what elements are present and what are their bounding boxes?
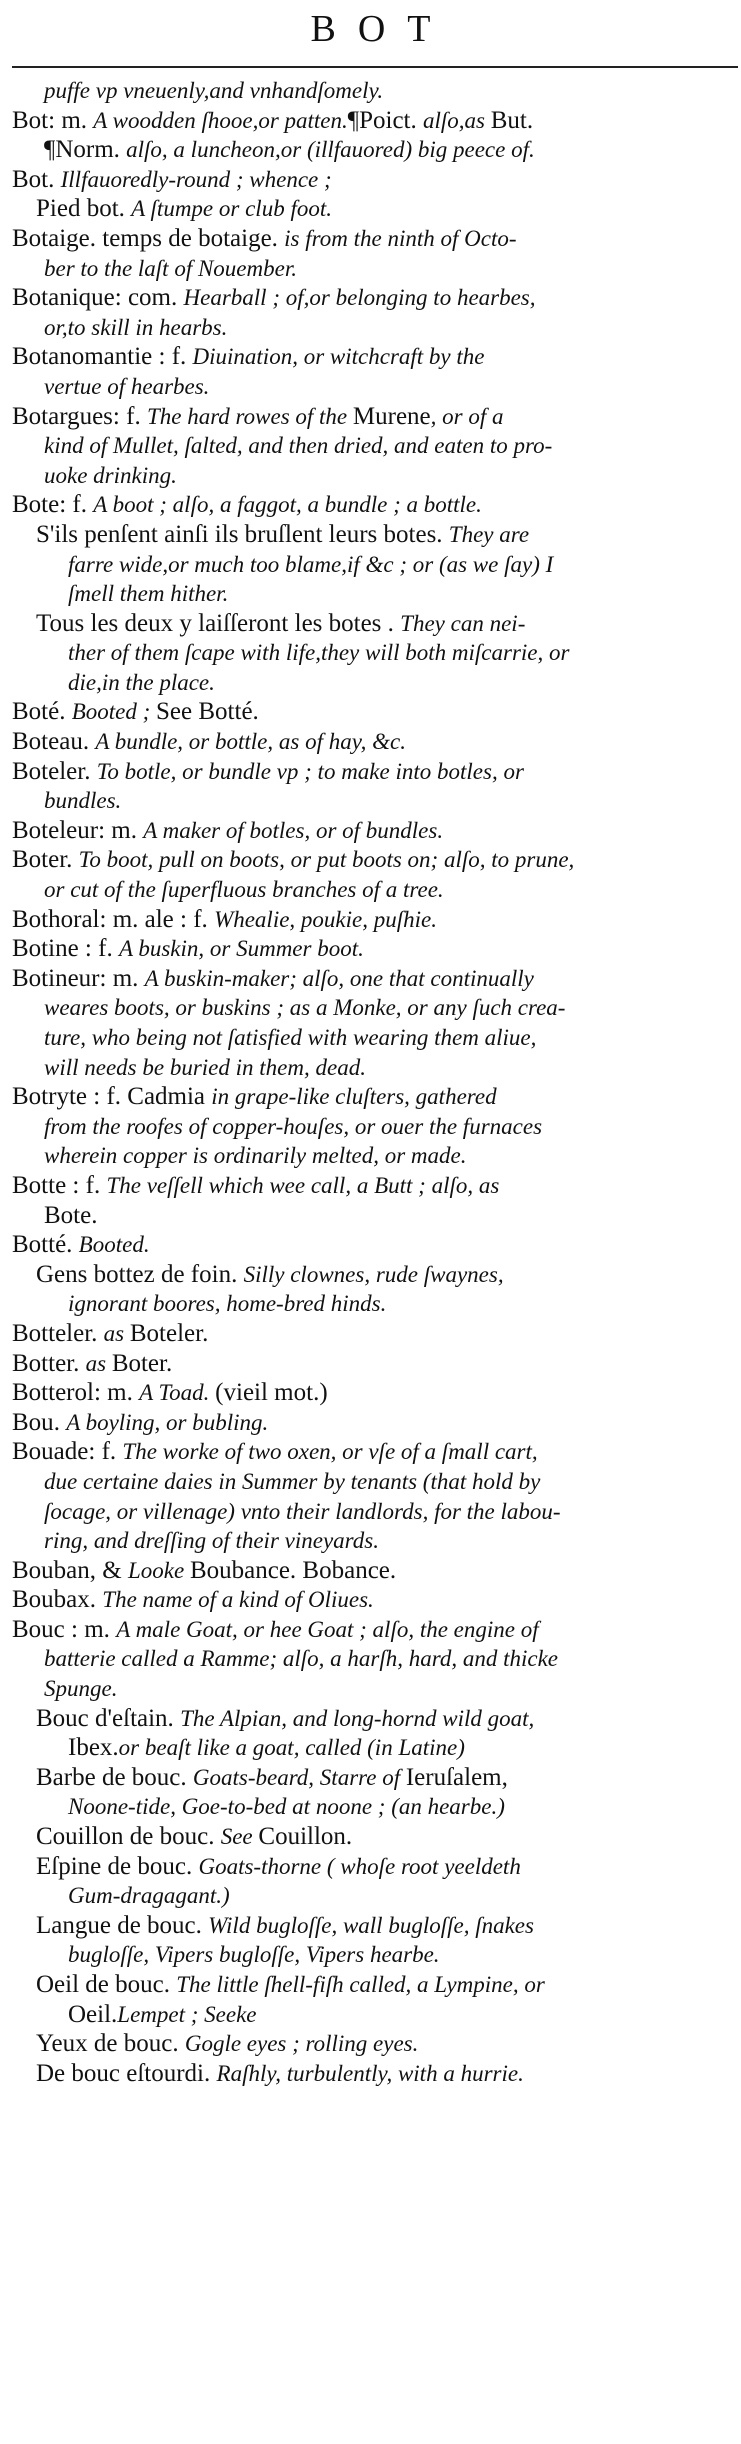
entry-line bbox=[36, 1792, 736, 1822]
headword: Botte bbox=[12, 1171, 67, 1199]
definition-text: as bbox=[103, 1320, 130, 1346]
headword: Botryte bbox=[12, 1083, 87, 1111]
headword: Bouc bbox=[12, 1615, 65, 1643]
entry-line bbox=[12, 1082, 736, 1112]
roman-text: Boubance. bbox=[189, 1556, 303, 1584]
roman-text: Ibex. bbox=[68, 1734, 119, 1762]
header-rule bbox=[12, 66, 738, 68]
definition-text: To botle, or bundle vp ; to make into botles, or bbox=[96, 758, 524, 784]
headword: Botter bbox=[12, 1349, 74, 1377]
entry-line bbox=[12, 1615, 736, 1645]
roman-text: . bbox=[89, 1586, 103, 1614]
entry-line bbox=[12, 1112, 736, 1142]
entry-line bbox=[36, 1911, 736, 1941]
dictionary-entry bbox=[12, 757, 736, 816]
headword: Bouban bbox=[12, 1556, 90, 1584]
entry-line bbox=[12, 1141, 736, 1171]
sub-entry bbox=[12, 609, 736, 698]
entry-line bbox=[12, 1497, 736, 1527]
headword: Boté bbox=[12, 698, 60, 726]
definition-text: See bbox=[220, 1824, 259, 1850]
entry-line bbox=[12, 786, 736, 816]
headword: Bot bbox=[12, 106, 49, 134]
headword: Boteler bbox=[12, 757, 85, 785]
definition-text: due certaine daies in Summer by tenants (that hold by bbox=[44, 1468, 541, 1494]
roman-text: : m. bbox=[48, 106, 94, 134]
dictionary-entry bbox=[12, 1319, 736, 1349]
entry-line bbox=[36, 1881, 736, 1911]
entry-line bbox=[36, 2059, 736, 2089]
entry-line bbox=[36, 550, 736, 580]
headword: Bou bbox=[12, 1408, 54, 1436]
definition-text: ther of them ſcape with life,they will both miſcarrie, or bbox=[68, 640, 570, 666]
entry-line bbox=[36, 609, 736, 639]
headword: Botineur bbox=[12, 964, 100, 992]
definition-text: ture, who being not ſatisfied with wearing them aliue, bbox=[44, 1025, 537, 1050]
dictionary-entry bbox=[12, 816, 736, 846]
entry-line bbox=[12, 934, 736, 964]
roman-text: ¶Norm. bbox=[44, 136, 127, 164]
sub-entry bbox=[12, 1704, 736, 1763]
entry-line bbox=[12, 816, 736, 846]
dictionary-entry bbox=[12, 165, 736, 195]
dictionary-entry bbox=[12, 727, 736, 757]
roman-text: . bbox=[91, 1319, 104, 1347]
definition-text: Raſhly, turbulently, with a hurrie. bbox=[216, 2060, 524, 2086]
definition-text: uoke drinking. bbox=[44, 462, 177, 488]
dictionary-entry bbox=[12, 1615, 736, 1704]
definition-text: farre wide,or much too blame,if &c ; or (as we ſay) I bbox=[68, 551, 554, 577]
entry-line bbox=[12, 964, 736, 994]
roman-text: Bote. bbox=[44, 1201, 98, 1229]
definition-text: as bbox=[85, 1350, 112, 1376]
headword: Bot. bbox=[12, 165, 61, 193]
roman-text: : f. bbox=[78, 935, 119, 963]
roman-text: Bobance. bbox=[302, 1556, 397, 1584]
entry-line bbox=[12, 993, 736, 1023]
definition-text: Illfauoredly-round ; whence ; bbox=[60, 166, 332, 192]
sub-entry bbox=[12, 1763, 736, 1822]
roman-text: : f. Cadmia bbox=[87, 1083, 212, 1111]
dictionary-entry bbox=[12, 1082, 736, 1171]
entry-line bbox=[12, 1319, 736, 1349]
definition-text: Booted ; bbox=[71, 699, 157, 725]
definition-text: or cut of the ſuperfluous branches of a tree. bbox=[44, 877, 444, 903]
entry-line bbox=[12, 313, 736, 343]
roman-text: Boter. bbox=[111, 1349, 173, 1377]
definition-text: A ſtumpe or club foot. bbox=[131, 196, 332, 222]
sub-entry bbox=[12, 1852, 736, 1911]
entry-line bbox=[12, 224, 736, 254]
dictionary-entry bbox=[12, 1378, 736, 1408]
dictionary-entry bbox=[12, 845, 736, 904]
roman-text: : m. ale : f. bbox=[99, 905, 215, 933]
entry-line bbox=[12, 1349, 736, 1379]
entry-line bbox=[12, 1437, 736, 1467]
roman-text: . bbox=[66, 1231, 79, 1259]
dictionary-entry bbox=[12, 490, 736, 520]
definition-text: Whealie, poukie, puſhie. bbox=[214, 906, 437, 932]
definition-text: will needs be buried in them, dead. bbox=[44, 1054, 366, 1080]
definition-text: A maker of botles, or of bundles. bbox=[143, 817, 444, 843]
entry-line bbox=[12, 135, 736, 165]
roman-text: Murene bbox=[352, 402, 431, 430]
roman-text: Tous les deux y laiſſeront les botes . bbox=[36, 609, 401, 637]
roman-text: . bbox=[66, 846, 79, 874]
headword: Boteleur bbox=[12, 816, 99, 844]
definition-text: Gogle eyes ; rolling eyes. bbox=[184, 2031, 419, 2057]
roman-text: . bbox=[59, 698, 72, 726]
entry-line bbox=[36, 2000, 736, 2030]
definition-text: wherein copper is ordinarily melted, or made. bbox=[44, 1143, 467, 1169]
roman-text: . bbox=[53, 1408, 67, 1436]
sub-entry bbox=[12, 1822, 736, 1852]
entry-line bbox=[12, 1378, 736, 1408]
definition-text: They are bbox=[448, 521, 530, 547]
definition-text: puffe vp vneuenly,and vnhandſomely. bbox=[44, 78, 384, 103]
roman-text: : f. bbox=[152, 343, 193, 371]
roman-text: Couillon de bouc. bbox=[36, 1823, 221, 1851]
roman-text: Eſpine de bouc. bbox=[36, 1852, 199, 1880]
definition-text: alſo, a luncheon,or (illfauored) big peece of. bbox=[126, 137, 535, 163]
headword: Botanique bbox=[12, 284, 115, 312]
headword: Bothoral bbox=[12, 905, 100, 933]
dictionary-entry bbox=[12, 905, 736, 935]
roman-text: Couillon. bbox=[258, 1823, 353, 1851]
dictionary-entry bbox=[12, 934, 736, 964]
headword: Botaige bbox=[12, 224, 90, 252]
headword: Boteau bbox=[12, 728, 83, 756]
definition-text: The veſſell which wee call, a Butt ; alſo, as bbox=[106, 1172, 500, 1198]
roman-text: . temps de botaige. bbox=[89, 224, 285, 252]
roman-text: De bouc eſtourdi. bbox=[36, 2059, 217, 2087]
roman-text: : f. bbox=[88, 1438, 123, 1466]
definition-text: Goats-beard, Starre of bbox=[192, 1764, 406, 1790]
roman-text: : com. bbox=[114, 284, 184, 312]
entry-line bbox=[36, 1852, 736, 1882]
definition-text: A woodden ſhooe,or patten. bbox=[93, 107, 348, 133]
definition-text: batterie called a Ramme; alſo, a harſh, hard, and thicke bbox=[44, 1646, 558, 1672]
definition-text: The hard rowes of the bbox=[146, 403, 353, 429]
definition-text: A male Goat, or hee Goat ; alſo, the engine of bbox=[116, 1616, 539, 1642]
roman-text: Boteler. bbox=[129, 1319, 209, 1347]
definition-text: or beaſt like a goat, called (in Latine) bbox=[118, 1735, 465, 1761]
sub-entry bbox=[12, 2029, 736, 2059]
roman-text: Oeil de bouc. bbox=[36, 1971, 177, 1998]
roman-text: Pied bot. bbox=[36, 195, 132, 223]
headword: Bote bbox=[12, 491, 60, 519]
definition-text: die,in the place. bbox=[68, 669, 215, 695]
sub-entry bbox=[12, 520, 736, 609]
entry-line bbox=[36, 638, 736, 668]
roman-text: : m. bbox=[99, 964, 145, 992]
roman-text: : m. bbox=[64, 1615, 117, 1643]
entry-line bbox=[12, 1201, 736, 1231]
definition-text: A boot ; alſo, a faggot, a bundle ; a bottle. bbox=[93, 492, 482, 518]
dictionary-entry bbox=[12, 1556, 736, 1586]
entry-line bbox=[36, 1763, 736, 1793]
entry-line bbox=[12, 431, 736, 461]
roman-text: Gens bottez de foin. bbox=[36, 1260, 244, 1288]
entry-line bbox=[36, 1260, 736, 1290]
entry-line bbox=[36, 2029, 736, 2059]
roman-text: : f. bbox=[66, 1171, 107, 1199]
entry-line bbox=[36, 1733, 736, 1763]
roman-text: S'ils penſent ainſi ils bruſlent leurs botes. bbox=[36, 520, 449, 548]
entry-line bbox=[12, 1023, 736, 1053]
entry-line bbox=[12, 1526, 736, 1556]
entry-line bbox=[12, 727, 736, 757]
dictionary-entry bbox=[12, 1585, 736, 1615]
roman-text: Bouc d'eſtain. bbox=[36, 1704, 181, 1732]
entry-line bbox=[36, 194, 736, 224]
roman-text: , & bbox=[89, 1556, 128, 1584]
dictionary-entry bbox=[12, 1230, 736, 1260]
roman-text: . bbox=[82, 728, 96, 756]
entry-line bbox=[12, 875, 736, 905]
entry-line bbox=[12, 1644, 736, 1674]
sub-entry bbox=[12, 1970, 736, 2029]
definition-text: Spunge. bbox=[44, 1676, 118, 1702]
entry-line bbox=[12, 1674, 736, 1704]
entry-line bbox=[12, 254, 736, 284]
roman-text: Oeil. bbox=[68, 2000, 118, 2028]
roman-text: ¶Poict. bbox=[347, 106, 423, 134]
sub-entry bbox=[12, 1260, 736, 1319]
entry-line bbox=[36, 1289, 736, 1319]
dictionary-column bbox=[12, 76, 736, 2088]
definition-text: Gum-dragagant.) bbox=[68, 1883, 230, 1909]
definition-text: Silly clownes, rude ſwaynes, bbox=[243, 1261, 504, 1287]
continued-entry bbox=[12, 76, 736, 106]
dictionary-entry bbox=[12, 106, 736, 165]
definition-text: To boot, pull on boots, or put boots on; alſo, to prune, bbox=[78, 847, 575, 873]
entry-line bbox=[36, 1970, 736, 2000]
roman-text: See Botté. bbox=[156, 698, 259, 726]
roman-text: : m. bbox=[98, 816, 144, 844]
headword: Botteler bbox=[12, 1319, 92, 1347]
definition-text: Noone-tide, Goe-to-bed at noone ; (an hearbe.) bbox=[68, 1794, 505, 1820]
entry-line bbox=[12, 1408, 736, 1438]
definition-text: A buskin, or Summer boot. bbox=[118, 936, 364, 962]
dictionary-entry bbox=[12, 402, 736, 491]
entry-line bbox=[12, 461, 736, 491]
headword: Botargues bbox=[12, 402, 113, 430]
entry-line bbox=[12, 372, 736, 402]
entry-line bbox=[12, 697, 736, 727]
dictionary-entry bbox=[12, 283, 736, 342]
dictionary-entry bbox=[12, 1349, 736, 1379]
entry-line bbox=[12, 490, 736, 520]
roman-text: . bbox=[73, 1349, 86, 1377]
definition-text: or,to skill in hearbs. bbox=[44, 314, 228, 340]
definition-text: The worke of two oxen, or vſe of a ſmall cart, bbox=[122, 1439, 538, 1465]
entry-line bbox=[12, 402, 736, 432]
dictionary-entry bbox=[12, 1408, 736, 1438]
entry-line bbox=[12, 1467, 736, 1497]
entry-line bbox=[36, 520, 736, 550]
entry-line bbox=[12, 106, 736, 136]
sub-entry bbox=[12, 1911, 736, 1970]
entry-line bbox=[12, 1053, 736, 1083]
headword: Bouade bbox=[12, 1438, 89, 1466]
headword: Boter bbox=[12, 846, 67, 874]
definition-text: kind of Mullet, ſalted, and then dried, and eaten to pro- bbox=[44, 433, 553, 459]
definition-text: ſocage, or villenage) vnto their landlords, for the labou- bbox=[44, 1498, 561, 1524]
roman-text: (vieil mot.) bbox=[215, 1379, 328, 1407]
roman-text: : f. bbox=[59, 491, 94, 519]
sub-entry bbox=[12, 194, 736, 224]
roman-text: : f. bbox=[112, 402, 147, 430]
definition-text: A bundle, or bottle, as of hay, &c. bbox=[95, 729, 407, 755]
entry-line bbox=[36, 668, 736, 698]
roman-text: Ieruſalem, bbox=[405, 1763, 508, 1791]
dictionary-entry bbox=[12, 224, 736, 283]
dictionary-entry bbox=[12, 1171, 736, 1230]
dictionary-entry bbox=[12, 964, 736, 1082]
roman-text: . bbox=[84, 757, 97, 785]
entry-line bbox=[36, 1822, 736, 1852]
headword: Boubax bbox=[12, 1586, 90, 1614]
definition-text: ſmell them hither. bbox=[68, 581, 229, 607]
entry-line bbox=[36, 579, 736, 609]
roman-text: Yeux de bouc. bbox=[36, 2030, 185, 2058]
definition-text: Hearball ; of,or belonging to hearbes, bbox=[183, 285, 536, 311]
roman-text: Barbe de bouc. bbox=[36, 1763, 193, 1791]
entry-line bbox=[12, 283, 736, 313]
definition-text: vertue of hearbes. bbox=[44, 373, 210, 399]
entry-line bbox=[12, 845, 736, 875]
roman-text: But. bbox=[490, 106, 534, 134]
definition-text: bundles. bbox=[44, 788, 122, 814]
entry-line bbox=[12, 165, 736, 195]
definition-text: A Toad. bbox=[139, 1380, 216, 1406]
roman-text: Langue de bouc. bbox=[36, 1911, 209, 1939]
definition-text: Booted. bbox=[78, 1232, 150, 1258]
roman-text: : m. bbox=[93, 1379, 140, 1407]
definition-text: , or of a bbox=[430, 403, 504, 429]
definition-text: in grape-like cluſters, gathered bbox=[211, 1084, 497, 1110]
dictionary-entry bbox=[12, 342, 736, 401]
sub-entry bbox=[12, 2059, 736, 2089]
entry-line bbox=[12, 757, 736, 787]
definition-text: is from the ninth of Octo- bbox=[284, 225, 517, 251]
headword: Botterol bbox=[12, 1379, 94, 1407]
dictionary-entry bbox=[12, 697, 736, 727]
entry-line bbox=[12, 1171, 736, 1201]
page-header: BOT bbox=[310, 8, 453, 50]
definition-text: Looke bbox=[127, 1557, 190, 1583]
definition-text: ber to the laſt of Nouember. bbox=[44, 255, 297, 281]
definition-text: The Alpian, and long-hornd wild goat, bbox=[180, 1705, 535, 1731]
definition-text: ring, and dreſſing of their vineyards. bbox=[44, 1528, 379, 1554]
definition-text: bugloſſe, Vipers bugloſſe, Vipers hearbe. bbox=[68, 1942, 440, 1968]
definition-text: Goats-thorne ( whoſe root yeeldeth bbox=[198, 1853, 521, 1879]
definition-text: A boyling, or bubling. bbox=[66, 1409, 269, 1435]
definition-text: Diuination, or witchcraft by the bbox=[192, 344, 485, 370]
entry-line bbox=[12, 1230, 736, 1260]
dictionary-entry bbox=[12, 1437, 736, 1555]
definition-text: Wild bugloſſe, wall bugloſſe, ſnakes bbox=[208, 1912, 534, 1938]
definition-text: ignorant boores, home-bred hinds. bbox=[68, 1291, 387, 1317]
definition-text: weares boots, or buskins ; as a Monke, or any ſuch crea- bbox=[44, 995, 566, 1021]
entry-line bbox=[36, 1940, 736, 1970]
definition-text: The little ſhell-fiſh called, a Lympine, or bbox=[176, 1972, 545, 1997]
entry-line bbox=[12, 905, 736, 935]
entry-line bbox=[12, 1585, 736, 1615]
definition-text: They can nei- bbox=[400, 610, 526, 636]
definition-text: from the roofes of copper-houſes, or ouer the furnaces bbox=[44, 1113, 543, 1139]
headword: Botanomantie bbox=[12, 343, 153, 371]
definition-text: alſo,as bbox=[423, 107, 491, 133]
definition-text: The name of a kind of Oliues. bbox=[102, 1587, 374, 1613]
definition-text: A buskin-maker; alſo, one that continually bbox=[144, 965, 534, 991]
headword: Botine bbox=[12, 935, 79, 963]
definition-text: Lempet ; Seeke bbox=[117, 2001, 257, 2027]
entry-line bbox=[36, 1704, 736, 1734]
entry-line bbox=[44, 76, 736, 106]
entry-line bbox=[12, 342, 736, 372]
entry-line bbox=[12, 1556, 736, 1586]
headword: Botté bbox=[12, 1231, 67, 1259]
